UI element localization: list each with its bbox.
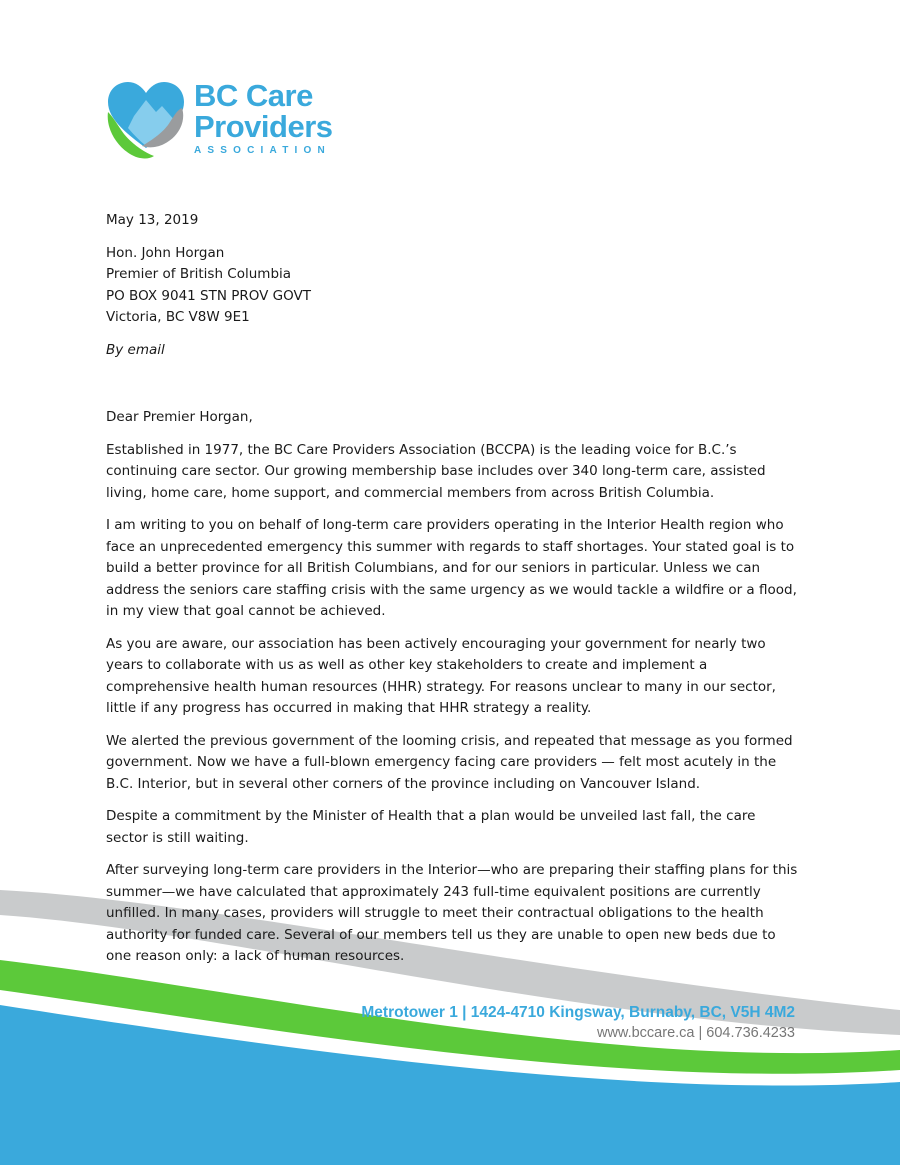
letter-body — [106, 210, 800, 979]
logo-line-providers: Providers — [194, 109, 333, 144]
heart-with-hands-icon — [104, 78, 188, 162]
recipient-title: Premier of British Columbia — [106, 266, 292, 282]
delivery-method: By email — [106, 341, 165, 358]
paragraph-commitment: Despite a commitment by the Minister of Health that a plan would be unveiled last fall, the care sector is still waiting. — [106, 808, 756, 846]
paragraph-hhr-strategy: As you are aware, our association has been actively encouraging your government for nearly two years to collaborate with us as well as other key stakeholders to create and implement a comprehensive health human resources (HHR) strategy. For reasons unclear to many in our sector, little if any progress has occurred in making that HHR strategy a reality. — [106, 635, 776, 716]
recipient-po-box: PO BOX 9041 STN PROV GOVT — [106, 287, 312, 304]
salutation: Dear Premier Horgan, — [106, 409, 253, 425]
bccpa-logo — [104, 78, 374, 162]
recipient-address — [106, 243, 800, 329]
footer-web-phone-line: www.bccare.ca | 604.736.4233 — [596, 1025, 795, 1041]
footer-contact — [361, 1003, 795, 1043]
paragraph-purpose: I am writing to you on behalf of long-term care providers operating in the Interior Health region who face an unprecedented emergency this summer with regards to staff shortages. Your stated goal is to build a better province for all British Columbians, and for our seniors in particular. Unless we can address the seniors care staffing crisis with the same urgency as we would tackle a wildfire or a flood, in my view that goal cannot be achieved. — [106, 517, 797, 619]
letter-date: May 13, 2019 — [106, 212, 199, 228]
paragraph-intro: Established in 1977, the BC Care Providers Association (BCCPA) is the leading voice for B.C.’s continuing care sector. Our growing membership base includes over 340 long-term care, assisted living, home care, home support, and commercial members from across British Columbia. — [106, 441, 766, 501]
recipient-city: Victoria, BC V8W 9E1 — [106, 309, 250, 325]
paragraph-emergency: We alerted the previous government of the looming crisis, and repeated that message as you formed government. Now we have a full-blown emergency facing care providers — felt most acutely in the B.C. Interior, but in several other corners of the province including on Vancouver Island. — [106, 732, 793, 792]
paragraph-survey: After surveying long-term care providers in the Interior—who are preparing their staffing plans for this summer—we have calculated that approximately 243 full-time equivalent positions are currently unfilled. In many cases, providers will struggle to meet their contractual obligations to the health authority for funded care. Several of our members tell us they are unable to open new beds due to one reason only: a lack of human resources. — [106, 862, 798, 964]
recipient-name: Hon. John Horgan — [106, 244, 225, 261]
logo-line-association: ASSOCIATION — [194, 145, 331, 156]
footer-address-line: Metrotower 1 | 1424-4710 Kingsway, Burnaby, BC, V5H 4M2 — [361, 1004, 795, 1021]
logo-wordmark — [194, 80, 374, 160]
logo-line-bc-care: BC Care — [194, 78, 313, 113]
